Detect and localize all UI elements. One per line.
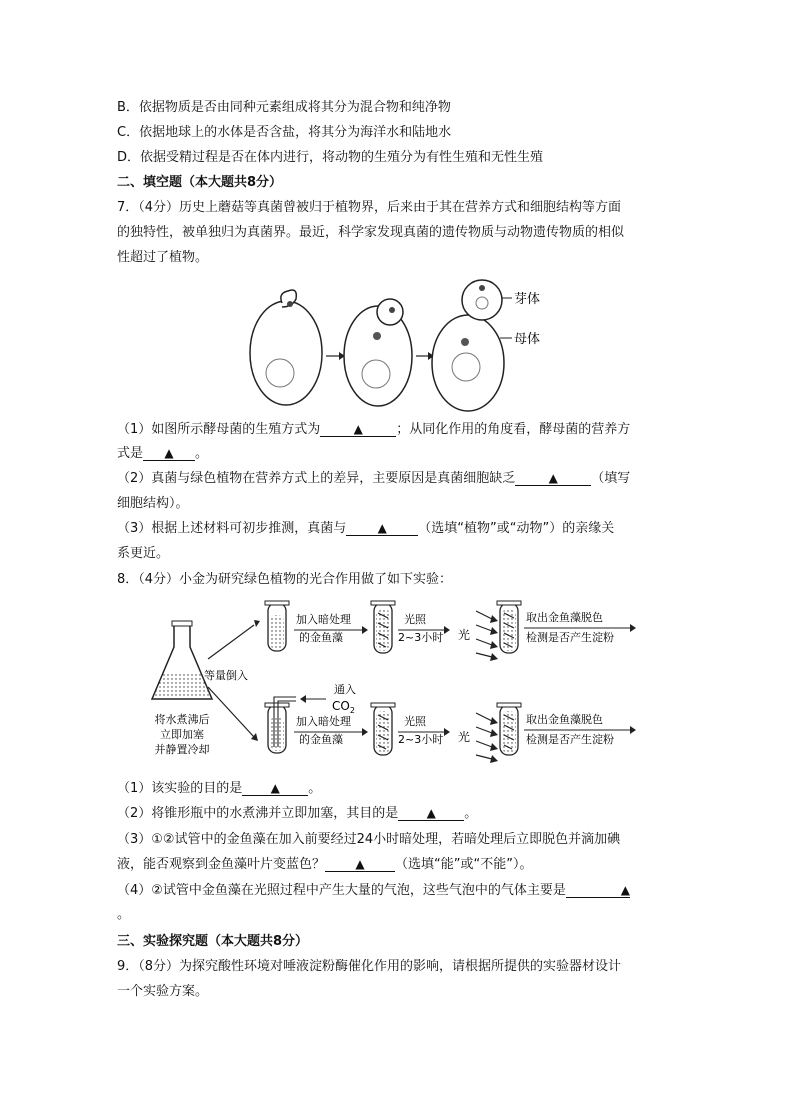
row1-tube-c	[497, 601, 521, 653]
blank-q8-1[interactable]: ▲	[242, 781, 308, 796]
q7-part1-line1: （1）如图所示酵母菌的生殖方式为 ▲ ；从同化作用的角度看，酵母菌的营养方	[117, 422, 631, 437]
row2-light-rays	[476, 713, 498, 763]
flask-text-3: 并静置冷却	[154, 743, 210, 756]
row1-light-text: 光照	[404, 613, 426, 626]
section-3-heading: 三、实验探究题（本大题共8分）	[117, 934, 309, 949]
yeast-cell-1	[250, 290, 322, 405]
blank-q7-2[interactable]: ▲	[143, 446, 195, 461]
row1-hours-text: 2~3小时	[398, 631, 444, 644]
q7-part3-line2: 系更近。	[117, 546, 170, 561]
arrow-1	[326, 352, 345, 360]
q7-intro-line1: 7．（4分）历史上蘑菇等真菌曾被归于植物界，后来由于其在营养方式和细胞结构等方面	[117, 200, 622, 215]
row1-tube-a	[265, 601, 289, 651]
yeast-cell-3	[432, 280, 512, 411]
row2-add-text-2: 的金鱼藻	[299, 733, 343, 746]
option-d: D．依据受精过程是否在体内进行，将动物的生殖分为有性生殖和无性生殖	[117, 150, 544, 165]
q7-intro-line3: 性超过了植物。	[117, 250, 209, 265]
row2-add-text-1: 加入暗处理	[296, 715, 351, 728]
row2-light-text: 光照	[404, 715, 426, 728]
row2-tube-b	[371, 703, 395, 755]
row2-take-text: 取出金鱼藻脱色	[526, 713, 603, 726]
label-mother: 母体	[514, 332, 541, 347]
blank-q8-3[interactable]: ▲	[325, 857, 395, 872]
row1-tube-b	[371, 601, 395, 653]
row1-light-word: 光	[458, 628, 471, 642]
yeast-cell-2	[344, 299, 412, 406]
co2-text-1: 通入	[334, 683, 356, 696]
q7-part3-line1: （3）根据上述材料可初步推测，真菌与 ▲ （选填“植物”或“动物”）的亲缘关	[117, 521, 615, 536]
label-bud: 芽体	[514, 292, 541, 307]
flask-text-2: 立即加塞	[160, 728, 204, 741]
row2-tube-a	[265, 697, 296, 753]
co2-text-2: $CO_2$	[332, 699, 355, 715]
q7-part2-line2: 细胞结构）。	[117, 496, 189, 511]
blank-q7-1[interactable]: ▲	[320, 422, 396, 437]
q9-line2: 一个实验方案。	[117, 984, 209, 999]
q7-part1-line2: 式是 ▲ 。	[117, 446, 209, 461]
q8-part3-line2: 液，能否观察到金鱼藻叶片变蓝色？ ▲ （选填“能”或“不能”）。	[117, 857, 533, 872]
q8-intro: 8．（4分）小金为研究绿色植物的光合作用做了如下实验：	[117, 572, 453, 587]
arrow-2	[416, 352, 434, 360]
q9-line1: 9．（8分）为探究酸性环境对唾液淀粉酶催化作用的影响，请根据所提供的实验器材设计	[117, 959, 622, 974]
row1-add-text-2: 的金鱼藻	[299, 631, 343, 644]
row1-light-rays	[476, 611, 498, 661]
photosynthesis-experiment-figure	[146, 597, 656, 772]
pour-text: 等量倒入	[204, 669, 248, 682]
option-b: B．依据物质是否由同种元素组成将其分为混合物和纯净物	[117, 100, 451, 115]
row2-light-word: 光	[458, 730, 471, 744]
row1-detect-text: 检测是否产生淀粉	[526, 631, 614, 644]
conical-flask	[152, 621, 212, 699]
yeast-budding-figure	[246, 276, 556, 416]
row2-hours-text: 2~3小时	[398, 733, 444, 746]
q8-part1: （1）该实验的目的是 ▲ 。	[117, 781, 322, 796]
q8-part3-line1: （3）①②试管中的金鱼藻在加入前要经过24小时暗处理，若暗处理后立即脱色并滴加碘	[117, 832, 621, 847]
q7-part2-line1: （2）真菌与绿色植物在营养方式上的差异，主要原因是真菌细胞缺乏 ▲ （填写	[117, 471, 631, 486]
row1-take-text: 取出金鱼藻脱色	[526, 611, 603, 624]
row2-detect-text: 检测是否产生淀粉	[526, 733, 614, 746]
option-c: C．依据地球上的水体是否含盐，将其分为海洋水和陆地水	[117, 125, 452, 140]
section-2-heading: 二、填空题（本大题共8分）	[117, 175, 283, 190]
row1-add-text-1: 加入暗处理	[296, 613, 351, 626]
q7-intro-line2: 的独特性，被单独归为真菌界。最近，科学家发现真菌的遗传物质与动物遗传物质的相似	[117, 225, 625, 240]
q8-part2: （2）将锥形瓶中的水煮沸并立即加塞，其目的是 ▲ 。	[117, 806, 478, 821]
flask-text-1: 将水煮沸后	[154, 713, 210, 726]
blank-q8-4[interactable]: ▲	[566, 883, 630, 898]
blank-q7-4[interactable]: ▲	[346, 521, 418, 536]
q8-part4-line2: 。	[117, 907, 131, 922]
blank-q7-3[interactable]: ▲	[515, 471, 591, 486]
blank-q8-2[interactable]: ▲	[398, 806, 464, 821]
row2-tube-c	[497, 703, 521, 755]
q8-part4-line1: （4）②试管中金鱼藻在光照过程中产生大量的气泡，这些气泡中的气体主要是 ▲	[117, 883, 630, 898]
